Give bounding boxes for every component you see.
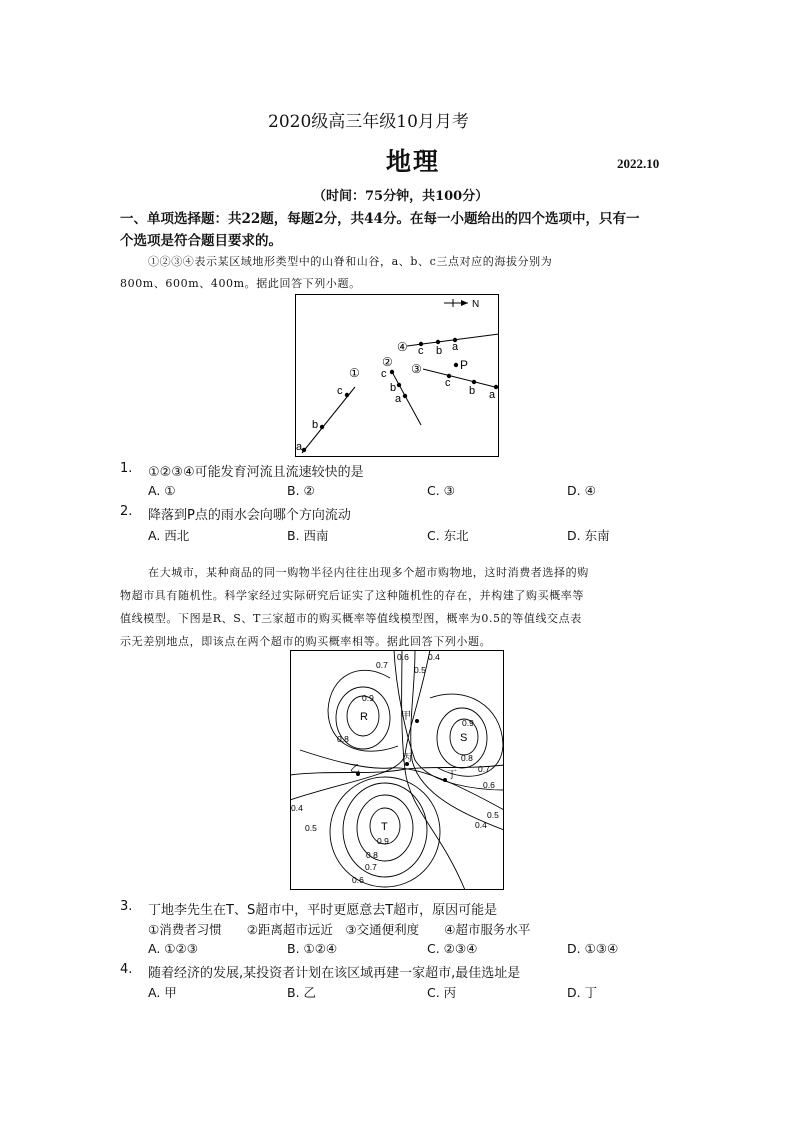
question-1-option-d[interactable]: D. ④: [567, 483, 596, 498]
question-4-option-b[interactable]: B. 乙: [287, 985, 317, 1000]
question-2-stem: 降落到P点的雨水会向哪个方向流动: [148, 508, 351, 523]
label-jia: 甲: [401, 711, 411, 722]
contour-label-9: 0.7: [478, 764, 490, 774]
question-3-option-c[interactable]: C. ②③④: [427, 941, 478, 956]
question-1-option-c[interactable]: C. ③: [427, 483, 455, 498]
group2-intro-line4: 示无差别地点，即该点在两个超市的购买概率相等。据此回答下列小题。: [120, 635, 492, 648]
contour-label-6: 0.8: [337, 734, 349, 744]
question-3-option-a[interactable]: A. ①②③: [148, 941, 198, 956]
question-4-option-c[interactable]: C. 丙: [427, 985, 457, 1000]
point-4b: [436, 340, 440, 344]
question-3-option-d[interactable]: D. ①③④: [567, 941, 619, 956]
question-2-option-a[interactable]: A. 西北: [148, 528, 190, 543]
label-yi: 乙: [350, 764, 360, 775]
label-3b: b: [469, 385, 476, 397]
contour-label-14: 0.5: [305, 823, 317, 833]
contour-label-17: 0.7: [365, 862, 377, 872]
group1-intro-line2: 800m、600m、400m。据此回答下列小题。: [120, 277, 361, 290]
contour-label-10: 0.6: [483, 780, 495, 790]
label-t: T: [381, 821, 388, 833]
question-2-option-c[interactable]: C. 东北: [427, 528, 469, 543]
point-2b: [397, 383, 401, 387]
exam-date: 2022.10: [617, 156, 660, 171]
time-note: （时间：75分钟，共100分）: [313, 189, 489, 204]
label-4b: b: [436, 345, 443, 357]
label-line-3: ③: [411, 362, 422, 376]
subject-title: 地理: [386, 147, 441, 176]
question-2-option-b[interactable]: B. 西南: [287, 528, 329, 543]
contour-label-8: 0.8: [461, 753, 473, 763]
group2-intro-line2: 物超市具有随机性。科学家经过实际研究后证实了这种随机性的存在，并构建了购买概率等: [120, 589, 584, 602]
contour-label-16: 0.8: [366, 850, 378, 860]
label-line-2: ②: [382, 355, 393, 369]
label-1a: a: [296, 441, 303, 453]
ridge-valley-figure: [295, 294, 499, 457]
contour-label-1: 0.7: [376, 660, 388, 670]
point-1b: [320, 425, 324, 429]
label-3a: a: [489, 389, 496, 401]
question-4-stem: 随着经济的发展,某投资者计划在该区域再建一家超市,最佳选址是: [148, 966, 521, 981]
point-1c: [345, 393, 349, 397]
question-1-number: 1.: [120, 461, 133, 476]
question-3-number: 3.: [120, 899, 133, 914]
label-line-4: ④: [397, 340, 408, 354]
label-2c: c: [381, 368, 387, 380]
group1-intro-line1: ①②③④表示某区域地形类型中的山脊和山谷，a、b、c三点对应的海拔分别为: [148, 255, 553, 268]
point-3b: [472, 380, 476, 384]
point-jia: [415, 719, 419, 723]
question-4-number: 4.: [120, 962, 133, 977]
contour-label-3: 0.5: [414, 665, 426, 675]
question-4-option-d[interactable]: D. 丁: [567, 985, 598, 1000]
question-1-stem: ①②③④可能发育河流且流速较快的是: [148, 465, 364, 480]
label-4c: c: [418, 345, 424, 357]
contour-label-2: 0.6: [397, 652, 409, 662]
label-1b: b: [312, 419, 319, 431]
point-1a: [302, 448, 306, 452]
label-1c: c: [337, 385, 343, 397]
question-2-option-d[interactable]: D. 东南: [567, 528, 610, 543]
question-3-factors: ①消费者习惯 ②距离超市远近 ③交通便利度 ④超市服务水平: [148, 922, 531, 937]
probability-isoline-figure: [290, 650, 504, 890]
section-heading-line2: 个选项是符合题目要求的。: [120, 233, 282, 249]
label-3c: c: [445, 377, 451, 389]
north-label: N: [472, 299, 480, 310]
section-heading-line1: 一、单项选择题：共22题，每题2分，共44分。在每一小题给出的四个选项中，只有一: [120, 211, 640, 227]
exam-title: 2020级高三年级10月月考: [268, 112, 469, 132]
label-line-1: ①: [349, 366, 360, 380]
label-r: R: [360, 711, 368, 723]
contour-label-13: 0.4: [291, 803, 303, 813]
contour-label-7: 0.9: [462, 718, 474, 728]
question-4-option-a[interactable]: A. 甲: [148, 985, 177, 1000]
label-2b: b: [390, 382, 397, 394]
question-1-option-b[interactable]: B. ②: [287, 483, 315, 498]
label-bing: 丙: [402, 753, 412, 764]
label-4a: a: [452, 341, 459, 353]
contour-label-4: 0.4: [428, 652, 440, 662]
contour-label-18: 0.6: [352, 875, 364, 885]
label-2a: a: [395, 393, 402, 405]
label-p: P: [460, 358, 469, 372]
question-3-stem: 丁地李先生在T、S超市中，平时更愿意去T超市，原因可能是: [148, 903, 498, 918]
question-1-option-a[interactable]: A. ①: [148, 483, 176, 498]
question-3-option-b[interactable]: B. ①②④: [287, 941, 338, 956]
contour-label-11: 0.5: [487, 810, 499, 820]
group2-intro-line1: 在大城市，某种商品的同一购物半径内往往出现多个超市购物地，这时消费者选择的购: [148, 566, 589, 579]
point-p: [454, 363, 458, 367]
point-2a: [403, 394, 407, 398]
contour-label-15: 0.9: [377, 836, 389, 846]
point-2c: [390, 370, 394, 374]
label-s: S: [460, 732, 468, 744]
question-2-number: 2.: [120, 504, 133, 519]
label-ding: 丁: [447, 770, 457, 781]
contour-label-5: 0.9: [362, 693, 374, 703]
group2-intro-line3: 值线模型。下图是R、S、T三家超市的购买概率等值线模型图，概率为0.5的等值线交点表: [120, 612, 582, 625]
contour-label-12: 0.4: [475, 820, 487, 830]
